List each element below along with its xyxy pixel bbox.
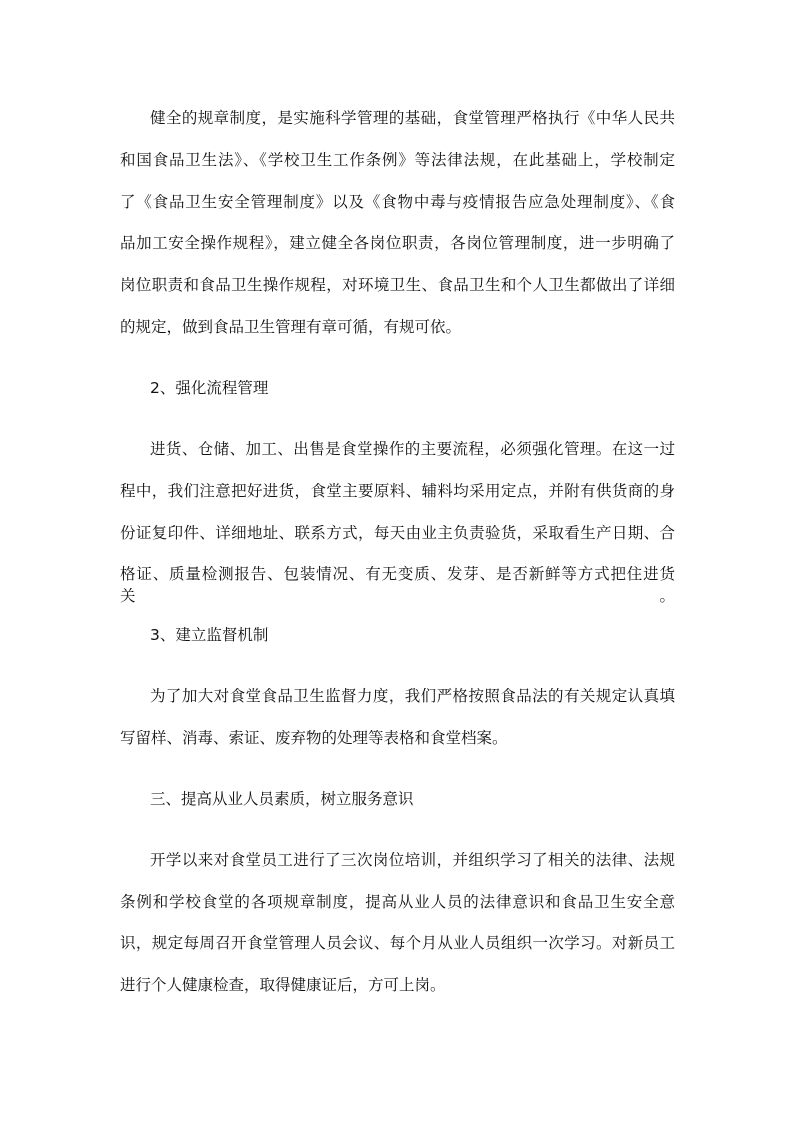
text-line: 品加工安全操作规程》，建立健全各岗位职责，各岗位管理制度，进一步明确了 (120, 234, 675, 252)
text-line: 条例和学校食堂的各项规章制度，提高从业人员的法律意识和食品卫生安全意 (120, 893, 675, 911)
text-line: 和国食品卫生法》、《学校卫生工作条例》等法律法规，在此基础上，学校制定 (120, 151, 675, 169)
text-line: 健全的规章制度，是实施科学管理的基础，食堂管理严格执行《中华人民共 (150, 109, 675, 127)
text-line: 格证、质量检测报告、包装情况、有无变质、发芽、是否新鲜等方式把住进货关。 (120, 565, 675, 605)
text-line: 份证复印件、详细地址、联系方式，每天由业主负责验货，采取看生产日期、合 (120, 524, 675, 542)
text-line: 为了加大对食堂食品卫生监督力度，我们严格按照食品法的有关规定认真填 (150, 687, 675, 705)
text-line: 写留样、消毒、索证、废弃物的处理等表格和食堂档案。 (120, 729, 508, 747)
text-line: 识，规定每周召开食堂管理人员会议、每个月从业人员组织一次学习。对新员工 (120, 934, 675, 952)
text-line: 进行个人健康检查，取得健康证后，方可上岗。 (120, 976, 446, 994)
text-line: 开学以来对食堂员工进行了三次岗位培训，并组织学习了相关的法律、法规 (150, 851, 675, 869)
section-heading-process: 2、强化流程管理 (150, 379, 269, 397)
text-line: 了《食品卫生安全管理制度》以及《食物中毒与疫情报告应急处理制度》、《食 (120, 193, 675, 211)
text-line: 的规定，做到食品卫生管理有章可循，有规可依。 (120, 318, 462, 336)
text-line: 程中，我们注意把好进货，食堂主要原料、辅料均采用定点，并附有供货商的身 (120, 482, 675, 500)
text-line: 岗位职责和食品卫生操作规程，对环境卫生、食品卫生和个人卫生都做出了详细 (120, 276, 675, 294)
text-line: 进货、仓储、加工、出售是食堂操作的主要流程，必须强化管理。在这一过 (150, 440, 675, 458)
section-heading-supervision: 3、建立监督机制 (150, 626, 269, 644)
section-heading-staff-quality: 三、提高从业人员素质，树立服务意识 (150, 790, 414, 808)
